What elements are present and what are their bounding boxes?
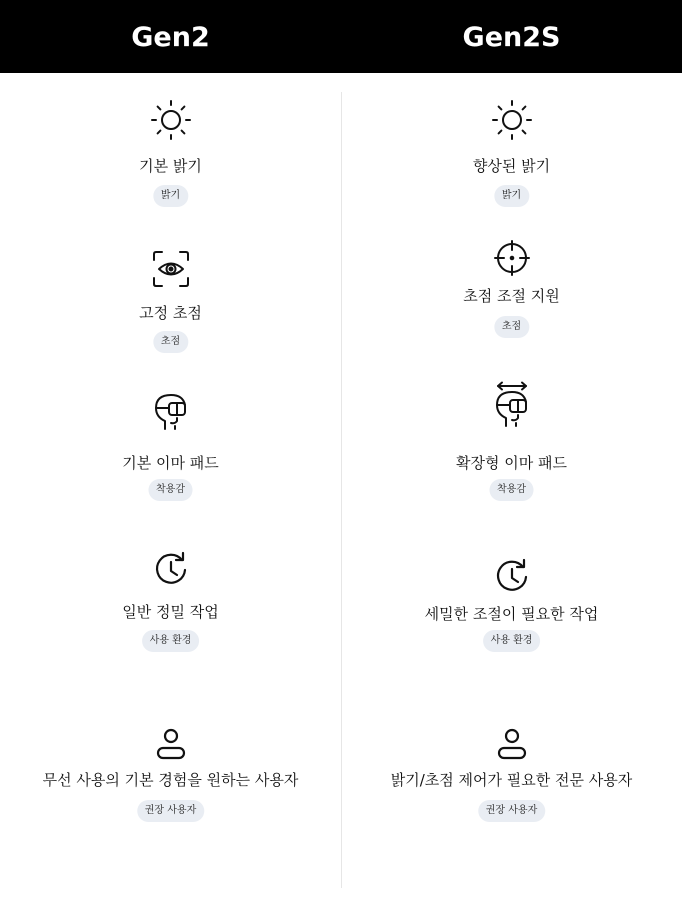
sun-icon [490,98,534,142]
clock-refresh-icon [490,555,534,599]
item-label: 확장형 이마 패드 [456,454,567,472]
item-label: 기본 이마 패드 [122,454,219,472]
category-badge: 초점 [494,316,529,338]
sun-icon [149,98,193,142]
item-label: 세밀한 조절이 필요한 작업 [424,605,599,623]
category-badge: 밝기 [153,185,188,207]
item-label: 초점 조절 지원 [463,287,560,305]
head-vr-expand-icon [490,381,534,431]
item-label: 고정 초점 [139,304,202,322]
category-badge: 사용 환경 [142,630,200,652]
item-label: 무선 사용의 기본 경험을 원하는 사용자 [42,771,299,789]
item-label: 기본 밝기 [139,157,202,175]
header-bar [0,0,682,73]
gen2s-column-title: Gen2S [462,22,561,53]
category-badge: 사용 환경 [483,630,541,652]
category-badge: 착용감 [489,479,534,501]
gen2-column-title: Gen2 [131,22,210,53]
category-badge: 권장 사용자 [137,800,204,822]
head-vr-icon [149,390,193,434]
eye-scan-icon [149,247,193,291]
clock-refresh-icon [149,548,193,592]
user-icon [149,722,193,766]
crosshair-icon [490,236,534,280]
category-badge: 권장 사용자 [478,800,545,822]
item-label: 일반 정밀 작업 [122,603,219,621]
category-badge: 착용감 [148,479,193,501]
item-label: 향상된 밝기 [472,157,551,175]
category-badge: 밝기 [494,185,529,207]
user-icon [490,722,534,766]
category-badge: 초점 [153,331,188,353]
item-label: 밝기/초점 제어가 필요한 전문 사용자 [390,771,633,789]
